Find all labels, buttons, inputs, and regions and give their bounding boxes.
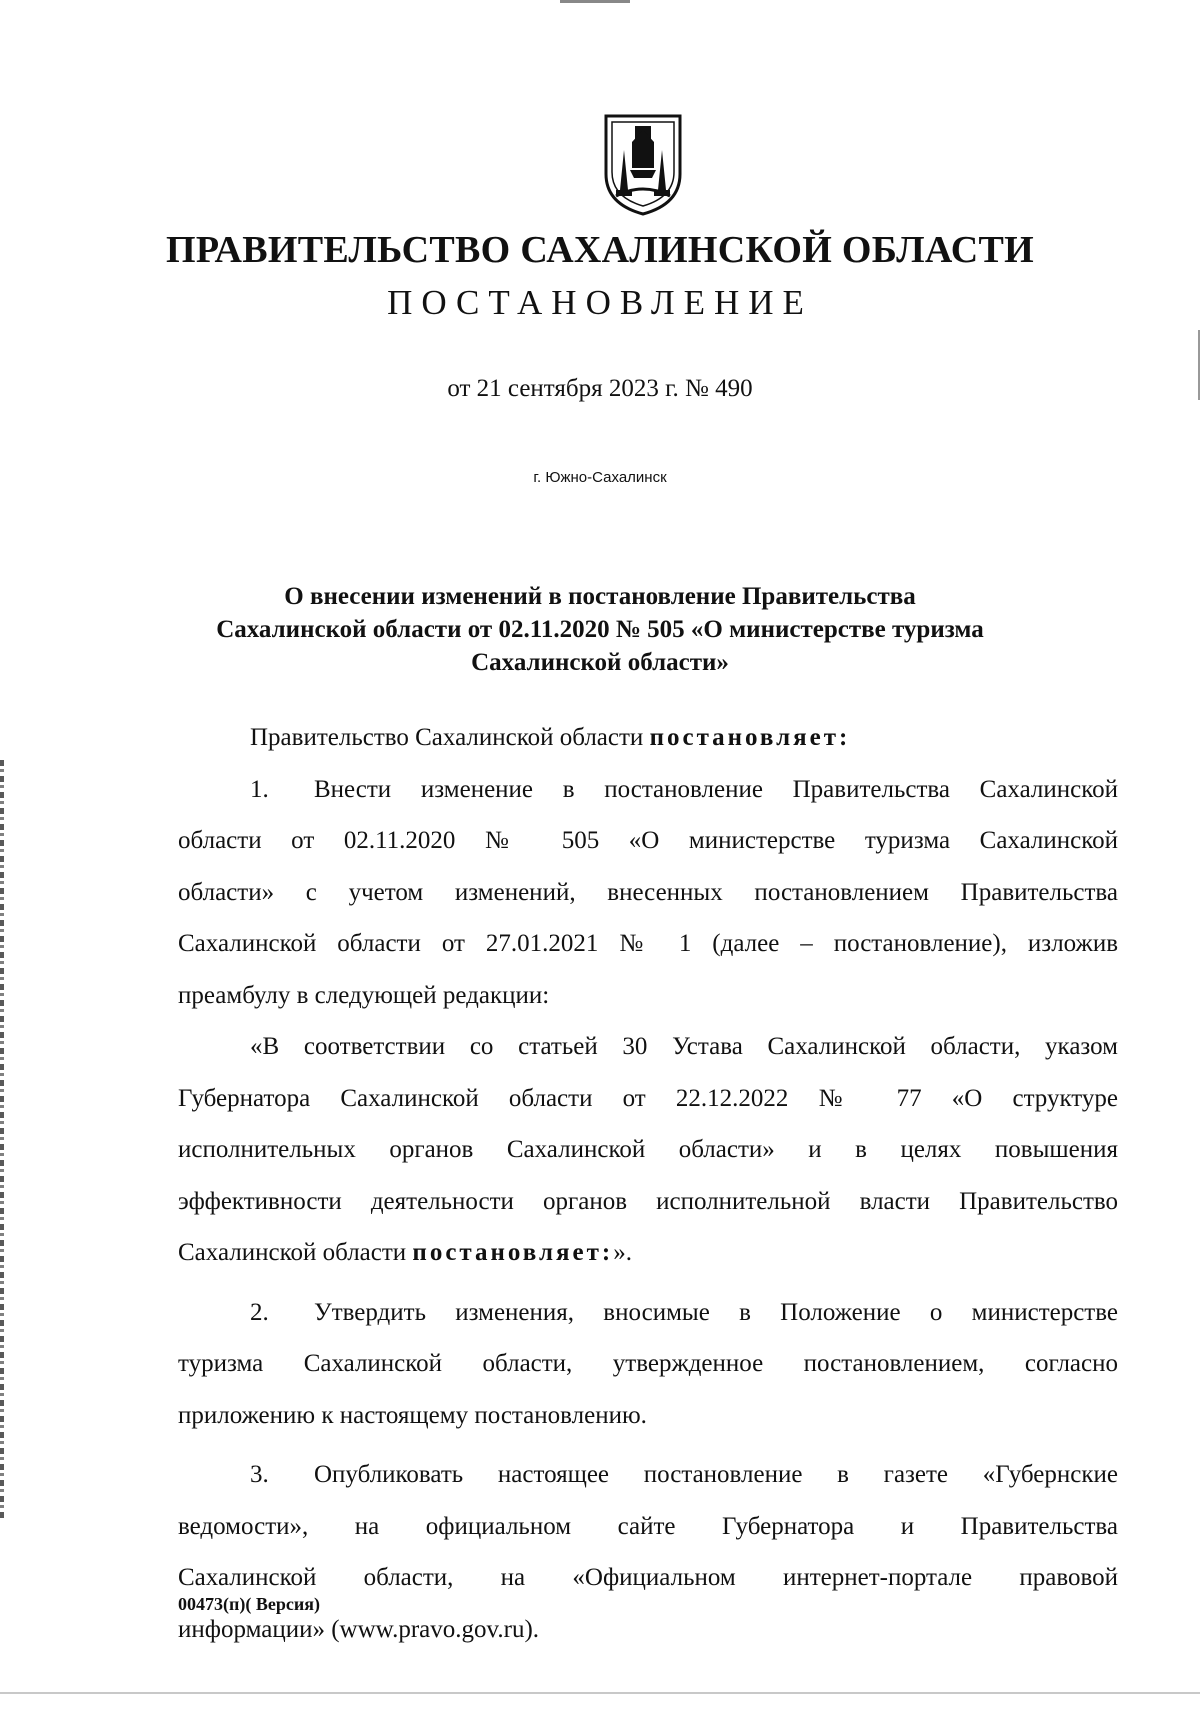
document-version-code: 00473(п)( Версия) [178,1594,320,1614]
item-1-line: области от 02.11.2020 № 505 «О министерстве туризма Сахалинской [178,827,1118,854]
item-2-line: туризма Сахалинской области, утвержденное постановлением, согласно [178,1350,1118,1377]
item-1-line: области» с учетом изменений, внесенных постановлением Правительства [178,878,1118,906]
quote-line: исполнительных органов Сахалинской области» и в целях повышения [178,1136,1118,1163]
scan-top-artifact [560,0,630,3]
quote-last-line: Сахалинской области постановляет:». [178,1239,632,1266]
item-1-line: Сахалинской области от 27.01.2021 № 1 (далее – постановление), изложив [178,930,1118,957]
item-1-line: 1. Внести изменение в постановление Правительства Сахалинской [178,764,1118,816]
item-3-line: 3. Опубликовать настоящее постановление в газете «Губернские [178,1449,1118,1501]
document-date-number: от 21 сентября 2023 г. № 490 [447,375,753,402]
preamble [178,712,1118,764]
subject-line: О внесении изменений в постановление Правительства [284,583,916,610]
government-title: ПРАВИТЕЛЬСТВО САХАЛИНСКОЙ ОБЛАСТИ [166,229,1034,271]
subject-line: Сахалинской области» [471,649,729,676]
item-3-line: ведомости», на официальном сайте Губернатора и Правительства [178,1512,1118,1540]
sakhalin-coat-of-arms-icon [602,112,684,218]
scan-bottom-artifact [0,1692,1200,1694]
document-subject [150,580,1050,679]
quote-line: Губернатора Сахалинской области от 22.12.2022 № 77 «О структуре [178,1084,1118,1112]
item-number: 2. [250,1298,269,1326]
document-type: ПОСТАНОВЛЕНИЕ [387,283,813,322]
item-2-line: 2. Утвердить изменения, вносимые в Положение о министерстве [178,1287,1118,1339]
item-number: 1. [250,775,269,803]
subject-line: Сахалинской области от 02.11.2020 № 505 «О министерстве туризма [216,616,984,643]
scan-edge-artifact [0,760,4,1520]
item-2-line: приложению к настоящему постановлению. [178,1401,647,1429]
item-number: 3. [250,1461,269,1488]
item-3-line: информации» (www.pravo.gov.ru). [178,1615,540,1643]
quote-emphasis: постановляет: [412,1239,614,1266]
item-3-line: Сахалинской области, на «Официальном интернет-портале правовой [178,1564,1118,1591]
quote-line: эффективности деятельности органов исполнительной власти Правительство [178,1187,1118,1215]
item-1-line: преамбулу в следующей редакции: [178,981,550,1009]
quote-line: «В соответствии со статьей 30 Устава Сахалинской области, указом [250,1033,1118,1060]
preamble-text: Правительство Сахалинской области [250,724,650,751]
document-body [178,712,1118,1655]
document-city: г. Южно-Сахалинск [533,469,667,486]
preamble-emphasis: постановляет: [649,724,851,751]
